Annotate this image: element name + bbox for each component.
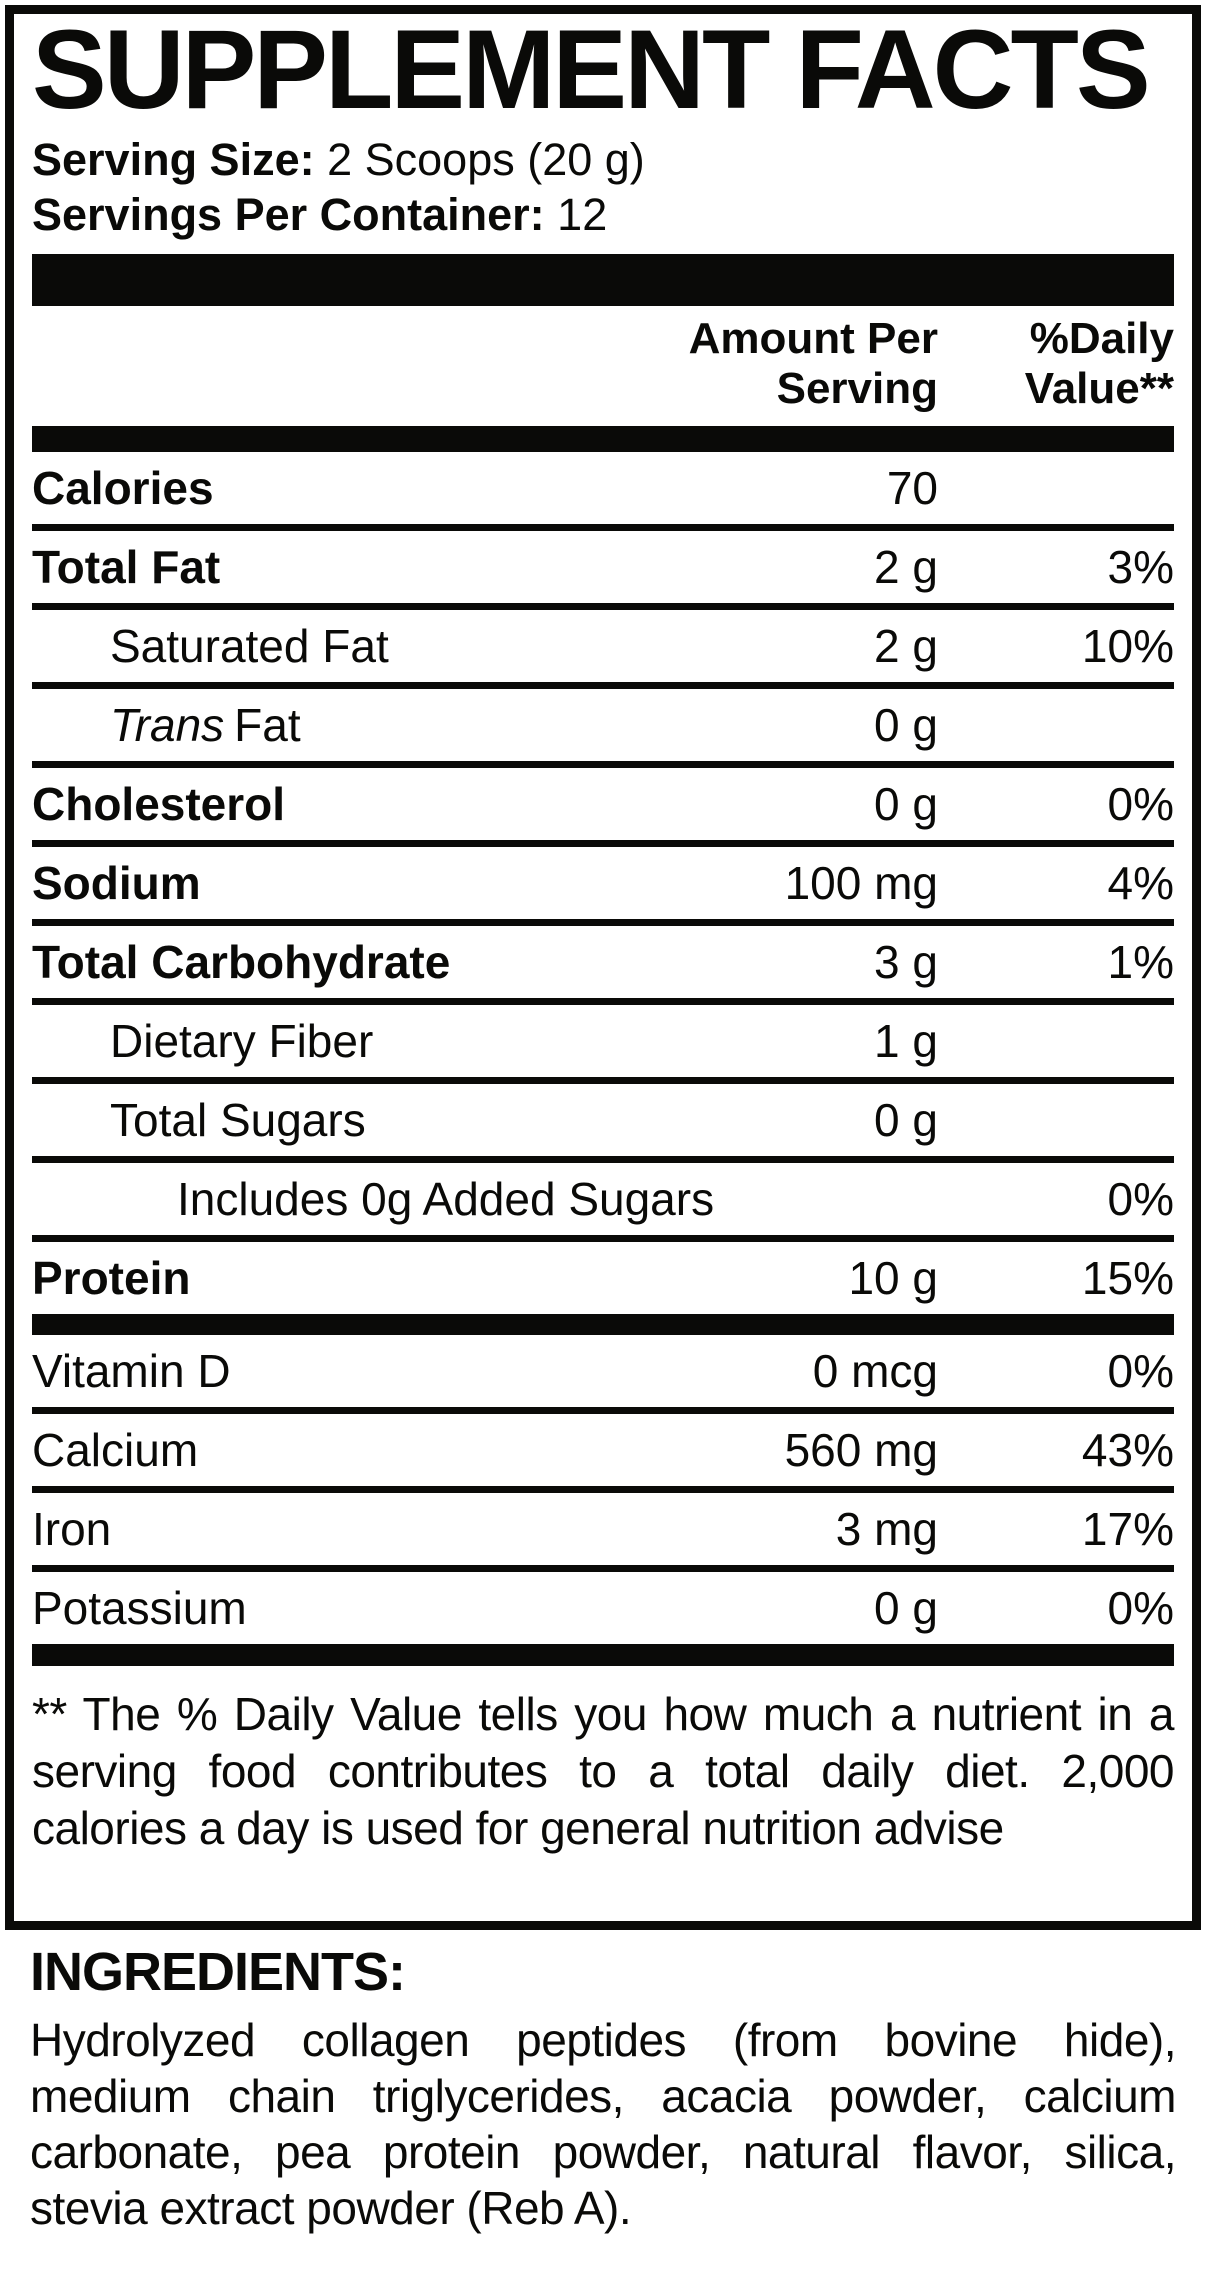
- nutrient-name: Includes 0g Added Sugars: [177, 1173, 715, 1225]
- row-divider: [32, 998, 1174, 1005]
- nutrient-amount: 0 g: [874, 699, 938, 751]
- nutrient-amount: 1 g: [874, 1015, 938, 1067]
- section-divider-bar: [32, 1644, 1174, 1666]
- nutrient-daily-value: 3%: [1107, 541, 1174, 593]
- nutrient-row: [32, 768, 1174, 840]
- column-headers: [32, 314, 1174, 414]
- serving-size-value: 2 Scoops (20 g): [327, 134, 645, 185]
- nutrient-row: [32, 1084, 1174, 1156]
- nutrient-name: Dietary Fiber: [110, 1015, 374, 1067]
- nutrient-amount: 560 mg: [784, 1424, 938, 1476]
- nutrient-daily-value: 0%: [1107, 1582, 1174, 1634]
- nutrient-daily-value: 10%: [1081, 620, 1174, 672]
- nutrient-daily-value: 0%: [1107, 1345, 1174, 1397]
- nutrient-amount: 100 mg: [784, 857, 938, 909]
- nutrient-amount: 0 g: [874, 1094, 938, 1146]
- nutrient-row: [32, 531, 1174, 603]
- ingredients-text: Hydrolyzed collagen peptides (from bovine hide), medium chain triglycerides, acacia powder, calcium carbonate, pea protein powder, natural flavor, silica, stevia extract powder (Reb A).: [30, 2014, 1176, 2234]
- section-divider-bar-top: [32, 254, 1174, 306]
- nutrient-daily-value: 1%: [1107, 936, 1174, 988]
- nutrient-row: [32, 689, 1174, 761]
- nutrient-row: [32, 926, 1174, 998]
- daily-value-header: %Daily Value**: [1024, 314, 1174, 413]
- supplement-facts-panel: [5, 5, 1201, 1930]
- nutrient-amount: 3 g: [874, 936, 938, 988]
- section-divider-bar: [32, 1314, 1174, 1335]
- nutrient-name: Total Carbohydrate: [32, 936, 451, 988]
- nutrient-row: [32, 610, 1174, 682]
- nutrient-amount: 0 g: [874, 778, 938, 830]
- nutrient-name: Trans Fat: [110, 699, 301, 751]
- nutrient-name: Potassium: [32, 1582, 247, 1634]
- nutrient-amount: 2 g: [874, 541, 938, 593]
- serving-size-row: [32, 132, 1174, 187]
- nutrient-row: [32, 847, 1174, 919]
- nutrient-amount: 0 mcg: [812, 1345, 938, 1397]
- nutrient-name: Protein: [32, 1252, 191, 1304]
- row-divider: [32, 1565, 1174, 1572]
- header-divider-bar: [32, 426, 1174, 452]
- daily-value-footnote: ** The % Daily Value tells you how much a nutrient in a serving food contributes to a total daily diet. 2,000 calories a day is used for general nutrition advise: [32, 1688, 1174, 1854]
- amount-per-serving-header: Amount Per Serving: [688, 314, 938, 413]
- nutrient-amount: 10 g: [848, 1252, 938, 1304]
- nutrient-daily-value: 17%: [1081, 1503, 1174, 1555]
- row-divider: [32, 1486, 1174, 1493]
- nutrient-amount: 3 mg: [835, 1503, 938, 1555]
- row-divider: [32, 840, 1174, 847]
- nutrient-amount: 70: [886, 462, 938, 514]
- nutrient-row: [32, 1572, 1174, 1644]
- nutrient-amount: 0 g: [874, 1582, 938, 1634]
- nutrient-name: Iron: [32, 1503, 112, 1555]
- servings-per-container-value: 12: [557, 189, 608, 240]
- row-divider: [32, 1407, 1174, 1414]
- nutrient-daily-value: 43%: [1081, 1424, 1174, 1476]
- serving-size-label: Serving Size:: [32, 134, 315, 185]
- nutrient-rows: [32, 452, 1174, 1666]
- nutrient-row: [32, 1163, 1174, 1235]
- row-divider: [32, 1156, 1174, 1163]
- panel-title: SUPPLEMENT FACTS: [32, 7, 1148, 132]
- nutrient-row: [32, 452, 1174, 524]
- nutrient-name: Calories: [32, 462, 214, 514]
- nutrient-row: [32, 1414, 1174, 1486]
- row-divider: [32, 761, 1174, 768]
- row-divider: [32, 919, 1174, 926]
- nutrient-row: [32, 1335, 1174, 1407]
- nutrient-name: Total Sugars: [110, 1094, 366, 1146]
- ingredients-section: [30, 1942, 1176, 2236]
- nutrient-daily-value: 4%: [1107, 857, 1174, 909]
- nutrient-daily-value: 0%: [1107, 778, 1174, 830]
- servings-per-container-label: Servings Per Container:: [32, 189, 545, 240]
- row-divider: [32, 524, 1174, 531]
- row-divider: [32, 603, 1174, 610]
- nutrient-row: [32, 1242, 1174, 1314]
- nutrient-row: [32, 1005, 1174, 1077]
- row-divider: [32, 682, 1174, 689]
- nutrient-amount: 2 g: [874, 620, 938, 672]
- nutrient-name: Cholesterol: [32, 778, 286, 830]
- nutrient-daily-value: 0%: [1107, 1173, 1174, 1225]
- nutrient-daily-value: 15%: [1081, 1252, 1174, 1304]
- servings-per-container-row: [32, 187, 1174, 242]
- nutrient-name: Calcium: [32, 1424, 199, 1476]
- nutrient-row: [32, 1493, 1174, 1565]
- nutrient-name: Saturated Fat: [110, 620, 389, 672]
- nutrient-name: Sodium: [32, 857, 201, 909]
- ingredients-heading: INGREDIENTS:: [30, 1942, 406, 2002]
- row-divider: [32, 1077, 1174, 1084]
- row-divider: [32, 1235, 1174, 1242]
- nutrient-name: Vitamin D: [32, 1345, 231, 1397]
- nutrient-name: Total Fat: [32, 541, 221, 593]
- serving-info: [32, 132, 1174, 242]
